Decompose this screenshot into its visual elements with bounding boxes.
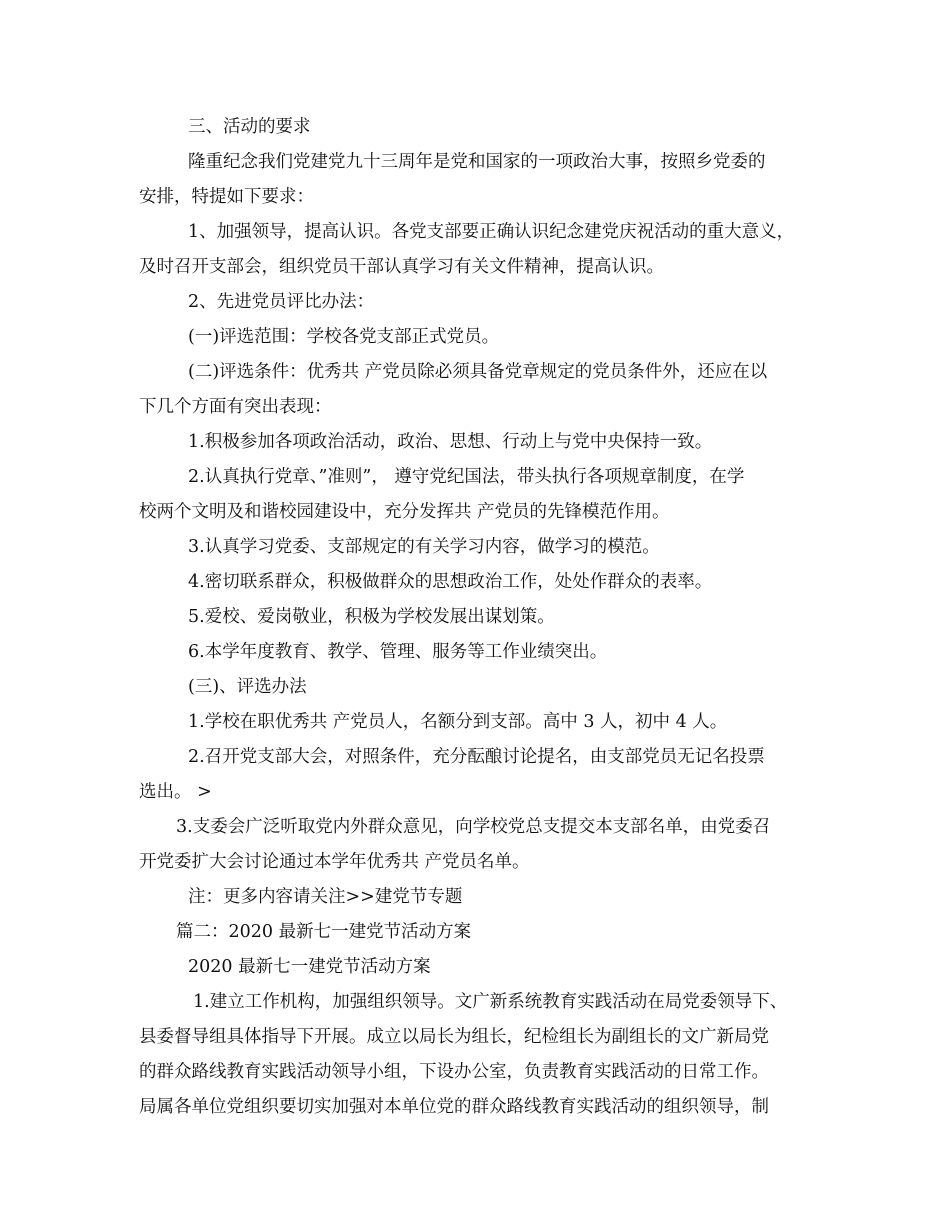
chapter-heading: 篇二：2020 最新七一建党节活动方案 — [176, 922, 472, 942]
subsection-heading: (三)、评选办法 — [188, 677, 307, 697]
list-item: 3.支委会广泛听取党内外群众意见，向学校党总支提交本支部名单，由党委召 — [176, 817, 771, 837]
section-heading: 三、活动的要求 — [188, 117, 311, 137]
paragraph-line: 及时召开支部会，组织党员干部认真学习有关文件精神，提高认识。 — [139, 257, 664, 277]
list-item: 1.积极参加各项政治活动，政治、思想、行动上与党中央保持一致。 — [188, 432, 713, 452]
document-title: 2020 最新七一建党节活动方案 — [188, 957, 431, 977]
paragraph-line: 2、先进党员评比办法： — [188, 292, 375, 312]
list-item: 4.密切联系群众，积极做群众的思想政治工作，处处作群众的表率。 — [188, 572, 713, 592]
paragraph-line: 的群众路线教育实践活动领导小组，下设办公室，负责教育实践活动的日常工作。 — [139, 1062, 769, 1082]
paragraph-line: (二)评选条件：优秀共 产党员除必须具备党章规定的党员条件外，还应在以 — [188, 362, 768, 382]
paragraph-line: 下几个方面有突出表现： — [139, 397, 332, 417]
note-line: 注：更多内容请关注>>建党节专题 — [188, 887, 463, 907]
list-item: 2.召开党支部大会，对照条件，充分酝酿讨论提名，由支部党员无记名投票 — [188, 747, 765, 767]
list-item: 3.认真学习党委、支部规定的有关学习内容，做学习的模范。 — [188, 537, 660, 557]
list-item: 5.爱校、爱岗敬业，积极为学校发展出谋划策。 — [188, 607, 555, 627]
paragraph-line: 1、加强领导，提高认识。各党支部要正确认识纪念建党庆祝活动的重大意义， — [188, 222, 795, 242]
list-item: 1.学校在职优秀共 产党员人，名额分到支部。高中 3 人，初中 4 人。 — [188, 712, 728, 732]
paragraph-line: 局属各单位党组织要切实加强对本单位党的群众路线教育实践活动的组织领导，制 — [139, 1097, 769, 1117]
paragraph-line: 1.建立工作机构，加强组织领导。文广新系统教育实践活动在局党委领导下、 — [193, 992, 788, 1012]
paragraph-line: 校两个文明及和谐校园建设中，充分发挥共 产党员的先锋模范作用。 — [139, 502, 670, 522]
paragraph-line: (一)评选范围：学校各党支部正式党员。 — [188, 327, 500, 347]
paragraph-line: 隆重纪念我们党建党九十三周年是党和国家的一项政治大事，按照乡党委的 — [188, 152, 766, 172]
list-item: 6.本学年度教育、教学、管理、服务等工作业绩突出。 — [188, 642, 608, 662]
list-item: 2.认真执行党章、”准则”， 遵守党纪国法，带头执行各项规章制度，在学 — [188, 467, 745, 487]
paragraph-line: 开党委扩大会讨论通过本学年优秀共 产党员名单。 — [139, 852, 530, 872]
paragraph-line: 选出。 > — [139, 782, 212, 802]
paragraph-line: 县委督导组具体指导下开展。成立以局长为组长，纪检组长为副组长的文广新局党 — [139, 1027, 769, 1047]
paragraph-line: 安排，特提如下要求： — [139, 187, 314, 207]
